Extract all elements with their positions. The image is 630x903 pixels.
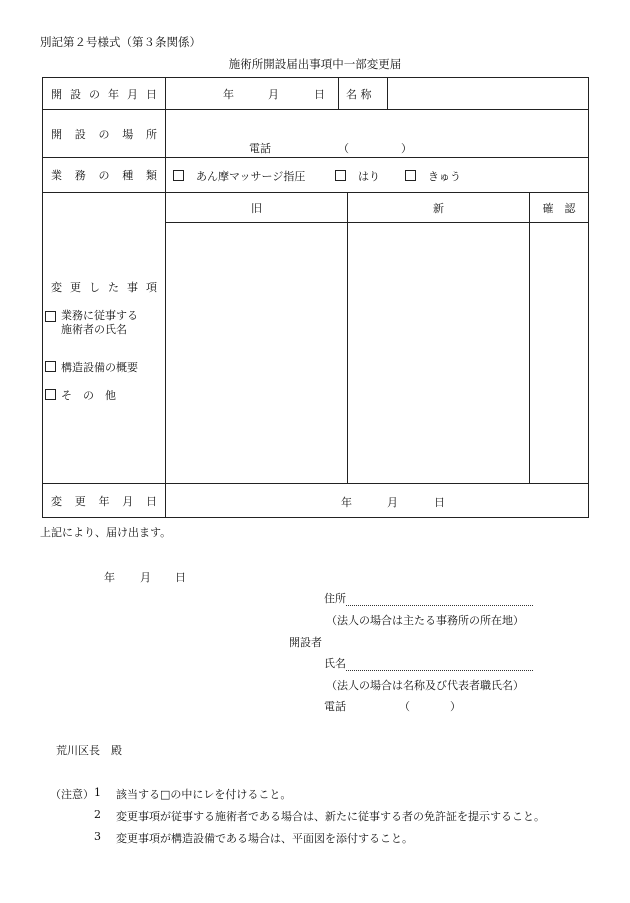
changed-items-title: 変更した事項 [51, 281, 157, 294]
change-month-label: 月 [387, 496, 398, 509]
document-title: 施術所開設届出事項中一部変更届 [228, 57, 402, 71]
field-change-date[interactable] [166, 484, 589, 518]
field-business-type [166, 158, 589, 193]
col-header-old: 旧 [166, 193, 348, 223]
field-confirm[interactable] [530, 223, 589, 484]
divider [338, 78, 339, 109]
submit-month-label: 月 [140, 571, 151, 584]
field-place[interactable] [166, 110, 589, 158]
checkbox-icon[interactable] [173, 170, 184, 181]
note-text: 該当する□の中にレを付けること。 [116, 788, 292, 801]
row-change-date [43, 484, 589, 518]
note-number: 3 [94, 830, 101, 843]
address-label: 住所 [324, 592, 346, 605]
label-open-date: 開設の年月日 [43, 78, 166, 110]
note-number: 1 [94, 786, 101, 799]
opener-label: 開設者 [289, 636, 322, 649]
tel-label: 電話 [249, 142, 271, 155]
tel-paren-open: （ [338, 142, 349, 155]
changed-option-structure[interactable]: 構造設備の概要 [45, 359, 138, 375]
opener-name-label: 氏名 [324, 657, 346, 670]
name-line[interactable] [346, 658, 533, 671]
name-label: 名 称 [346, 88, 372, 101]
address-field[interactable] [324, 590, 533, 606]
opener-tel-paren-close: ） [450, 700, 461, 713]
note-text: 変更事項が構造設備である場合は、平面図を添付すること。 [116, 832, 413, 845]
label-business-type: 業務の種類 [43, 158, 166, 193]
open-day-label: 日 [314, 88, 325, 101]
submit-day-label: 日 [175, 571, 186, 584]
submit-year-label: 年 [104, 571, 115, 584]
form-id: 別記第２号様式（第３条関係） [40, 35, 201, 49]
name-input-area[interactable] [388, 78, 586, 109]
checkbox-icon[interactable] [45, 389, 56, 400]
change-year-label: 年 [341, 496, 352, 509]
submission-statement: 上記により、届け出ます。 [40, 526, 172, 539]
checkbox-icon[interactable] [45, 311, 56, 322]
checkbox-icon[interactable] [335, 170, 346, 181]
row-change-header [43, 193, 589, 223]
change-day-label: 日 [434, 496, 445, 509]
col-header-new: 新 [348, 193, 530, 223]
address-note: （法人の場合は主たる事務所の所在地） [326, 614, 524, 627]
opener-tel-label: 電話 [324, 700, 346, 713]
notification-form-table [42, 77, 589, 518]
row-business-type [43, 158, 589, 193]
open-month-label: 月 [268, 88, 279, 101]
row-open-date [43, 78, 589, 110]
name-note: （法人の場合は名称及び代表者職氏名） [326, 679, 524, 692]
note-number: 2 [94, 808, 101, 821]
changed-option-other[interactable]: そ の 他 [45, 387, 116, 403]
label-changed-items [43, 193, 166, 484]
address-line[interactable] [346, 593, 533, 606]
tel-paren-close: ） [401, 142, 412, 155]
label-place: 開設の場所 [43, 110, 166, 158]
checkbox-icon[interactable] [405, 170, 416, 181]
business-option-massage[interactable]: あん摩マッサージ指圧 [173, 168, 305, 184]
business-option-kyu[interactable]: きゅう [405, 168, 461, 184]
row-place [43, 110, 589, 158]
label-change-date: 変更年月日 [43, 484, 166, 518]
checkbox-icon[interactable] [45, 361, 56, 372]
note-text: 変更事項が従事する施術者である場合は、新たに従事する者の免許証を提示すること。 [116, 810, 545, 823]
field-open-date-and-name [166, 78, 589, 110]
field-old-content[interactable] [166, 223, 348, 484]
changed-option-practitioner[interactable]: 業務に従事する 施術者の氏名 [45, 311, 138, 337]
notes-prefix: （注意） [50, 788, 94, 801]
opener-tel-paren-open: （ [399, 700, 410, 713]
open-year-label: 年 [223, 88, 234, 101]
name-field[interactable] [324, 655, 533, 671]
col-header-confirm: 確 認 [530, 193, 589, 223]
business-option-hari[interactable]: はり [335, 168, 380, 184]
field-new-content[interactable] [348, 223, 530, 484]
addressee: 荒川区長 殿 [56, 744, 122, 757]
